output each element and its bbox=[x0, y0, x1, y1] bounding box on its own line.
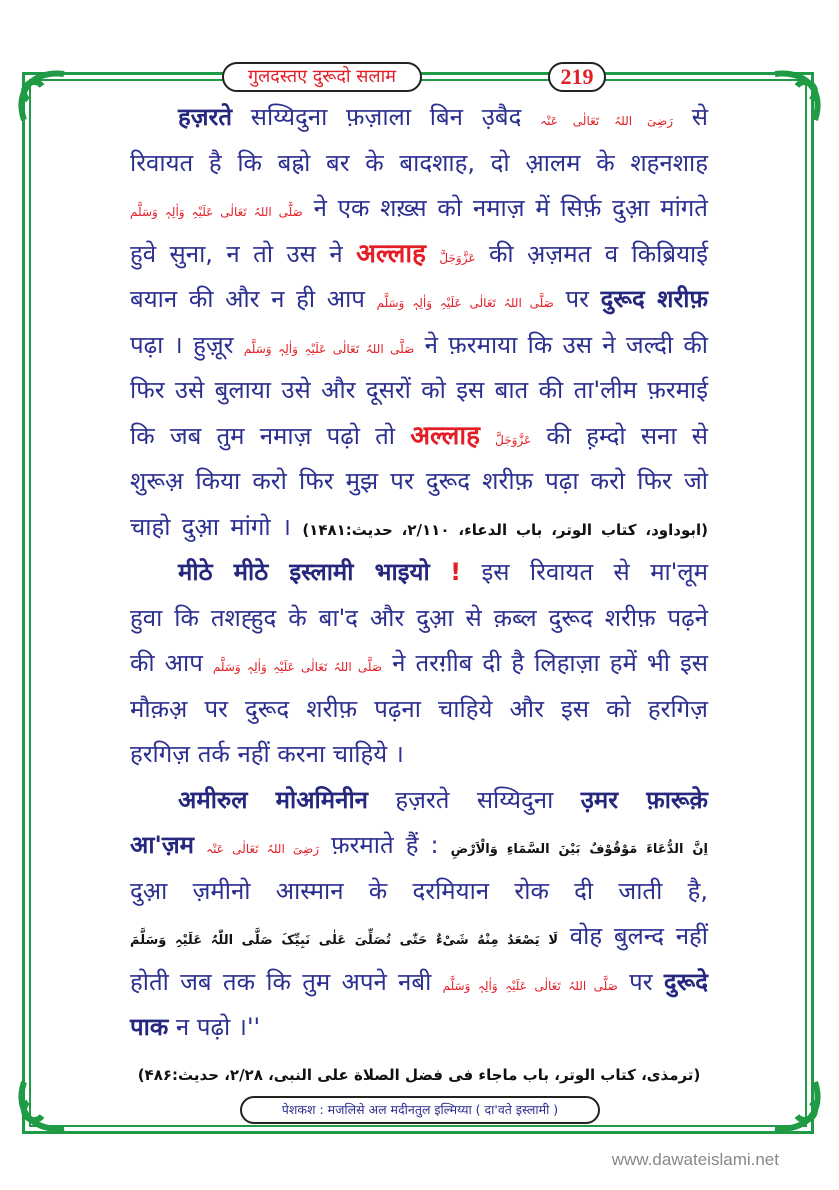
corner-ornament-icon bbox=[751, 1068, 825, 1142]
arabic-quote: اِنَّ الدُّعَاءَ مَوْقُوْفٌ بَیْنَ السَّمَاءِ وَالْاَرْضِ bbox=[450, 842, 708, 857]
text: ने फ़रमाया कि उस ने जल्दी की bbox=[424, 330, 708, 359]
text: की आप bbox=[130, 649, 203, 677]
text: चाहो दुआ़ मांगो । bbox=[130, 512, 291, 541]
arabic-honorific: صَلَّی اللہُ تَعَالٰی عَلَیْہِ وَاٰلِہٖ وَسَلَّم bbox=[243, 341, 415, 356]
text: हज़रते सय्यिदुना bbox=[395, 785, 554, 814]
allah-text: अल्लाह bbox=[410, 420, 480, 451]
citation: (ابوداود، کتاب الوتر، باب الدعاء، ۲/۱۱۰، حدیث:۱۴۸۱) bbox=[302, 520, 708, 539]
bold-text: अमीरुल मोअमिनीन bbox=[178, 785, 368, 814]
text-line bbox=[130, 505, 708, 551]
text-line bbox=[130, 323, 708, 369]
footer-presenter: पेशकश : मजलिसे अल मदीनतुल इल्मिय्या ( दा'वते इस्लामी ) bbox=[240, 1096, 600, 1124]
text-line bbox=[130, 596, 708, 642]
corner-ornament-icon bbox=[751, 60, 825, 134]
text-line bbox=[130, 869, 708, 915]
arabic-honorific: عَزَّوَجَلَّ bbox=[495, 432, 532, 447]
text: इस रिवायत से मा'लूम bbox=[481, 558, 708, 586]
text: दुआ़ ज़मीनो आस्मान के दरमियान रोक दी जाती है, bbox=[130, 876, 708, 905]
exclamation: ! bbox=[450, 558, 462, 586]
text-line bbox=[130, 687, 708, 733]
citation: (ترمذی، کتاب الوتر، باب ماجاء فی فضل الصلاة علی النبی، ۲/۲۸، حدیث:۴۸۶) bbox=[137, 1065, 701, 1084]
text-line bbox=[130, 141, 708, 187]
text-line bbox=[130, 823, 708, 869]
text: कि जब तुम नमाज़ पढ़ो तो bbox=[130, 421, 396, 450]
allah-text: अल्लाह bbox=[356, 238, 426, 269]
bold-text: उ़मर फ़ारूक़े bbox=[580, 785, 708, 814]
page-number: 219 bbox=[548, 62, 606, 92]
arabic-honorific: صَلَّی اللہُ تَعَالٰی عَلَیْہِ وَاٰلِہٖ وَسَلَّم bbox=[130, 205, 303, 219]
text: ने तरग़ीब दी है लिहाज़ा हमें भी इस bbox=[392, 649, 708, 677]
bold-text: दुरूदे bbox=[663, 967, 709, 996]
text: से bbox=[691, 103, 708, 131]
text-line bbox=[130, 232, 708, 278]
text-line bbox=[130, 95, 708, 141]
arabic-honorific: رَضِیَ اللہُ تَعَالٰی عَنْہ bbox=[540, 114, 674, 128]
text: की अ़ज़मत व किब्रियाई bbox=[488, 239, 708, 268]
text-line bbox=[130, 550, 708, 596]
bold-text: मीठे मीठे इस्लामी भाइयो bbox=[178, 558, 430, 586]
text-line bbox=[130, 1005, 708, 1051]
text-line bbox=[130, 914, 708, 960]
text: फिर उसे बुलाया उसे और दूसरों को इस बात की ता'लीम फ़रमाई bbox=[130, 376, 708, 404]
book-title: गुलदस्तए दुरूदो सलाम bbox=[222, 62, 422, 92]
text: रिवायत है कि बह्रो बर के बादशाह, दो आ़लम के शहनशाह bbox=[130, 148, 708, 177]
page-body bbox=[130, 95, 708, 1091]
bold-text: दुरूद शरीफ़ bbox=[600, 285, 708, 313]
text-line bbox=[130, 459, 708, 505]
text-line bbox=[130, 960, 708, 1006]
text: पर bbox=[565, 285, 589, 313]
text-line bbox=[130, 641, 708, 687]
text: फ़रमाते हैं : bbox=[331, 831, 439, 859]
text: वोह बुलन्द नहीं bbox=[569, 922, 708, 950]
text: शुरूअ़ किया करो फिर मुझ पर दुरूद शरीफ़ पढ़ा करो फिर जो bbox=[130, 467, 708, 495]
arabic-honorific: رَضِیَ اللہُ تَعَالٰی عَنْہ bbox=[206, 842, 320, 856]
website-url[interactable]: www.dawateislami.net bbox=[611, 1150, 779, 1169]
text: हुवा कि तशह्हुद के बा'द और दुआ़ से क़ब्ल दुरूद शरीफ़ पढ़ने bbox=[130, 603, 708, 632]
text-line bbox=[130, 277, 708, 323]
text: पढ़ा । हुज़ूर bbox=[130, 330, 234, 359]
text: की ह़म्दो सना से bbox=[546, 421, 708, 450]
text: हुवे सुना, न तो उस ने bbox=[130, 239, 343, 268]
text-line bbox=[130, 186, 708, 232]
bold-text: पाक bbox=[130, 1013, 169, 1041]
text: पर bbox=[629, 967, 653, 996]
corner-ornament-icon bbox=[14, 1068, 88, 1142]
text: बयान की और न ही आप bbox=[130, 285, 365, 313]
corner-ornament-icon bbox=[14, 60, 88, 134]
text: ने एक शख़्स को नमाज़ में सिर्फ़ दुआ़ मांगते bbox=[313, 194, 708, 222]
text-line bbox=[130, 778, 708, 824]
arabic-honorific: صَلَّی اللہُ تَعَالٰی عَلَیْہِ وَاٰلِہٖ وَسَلَّم bbox=[212, 660, 383, 674]
arabic-quote: لَا یَصْعَدُ مِنْهُ شَیْءٌ حَتّٰی تُصَلِّیَ عَلٰی نَبِیِّکَ صَلَّی اللّٰہُ عَلَیْہِ وَسَلَّمَ bbox=[130, 933, 559, 948]
text-line bbox=[130, 1055, 708, 1091]
arabic-honorific: صَلَّی اللہُ تَعَالٰی عَلَیْہِ وَاٰلِہٖ وَسَلَّم bbox=[442, 978, 618, 993]
arabic-honorific: صَلَّی اللہُ تَعَالٰی عَلَیْہِ وَاٰلِہٖ وَسَلَّم bbox=[376, 296, 554, 310]
text-line bbox=[130, 732, 708, 778]
text-line bbox=[130, 368, 708, 414]
bold-text: हज़रते bbox=[178, 103, 233, 131]
text: सय्यिदुना फ़ज़ाला बिन उ़बैद bbox=[250, 103, 522, 131]
bold-text: आ'ज़म bbox=[130, 831, 195, 859]
text: होती जब तक कि तुम अपने नबी bbox=[130, 967, 432, 996]
text: न पढ़ो ।'' bbox=[175, 1013, 261, 1041]
text-line bbox=[130, 414, 708, 460]
arabic-honorific: عَزَّوَجَلَّ bbox=[439, 250, 476, 265]
text: मौक़अ़ पर दुरूद शरीफ़ पढ़ना चाहिये और इस को हरगिज़ bbox=[130, 694, 708, 723]
text: हरगिज़ तर्क नहीं करना चाहिये । bbox=[130, 740, 404, 768]
